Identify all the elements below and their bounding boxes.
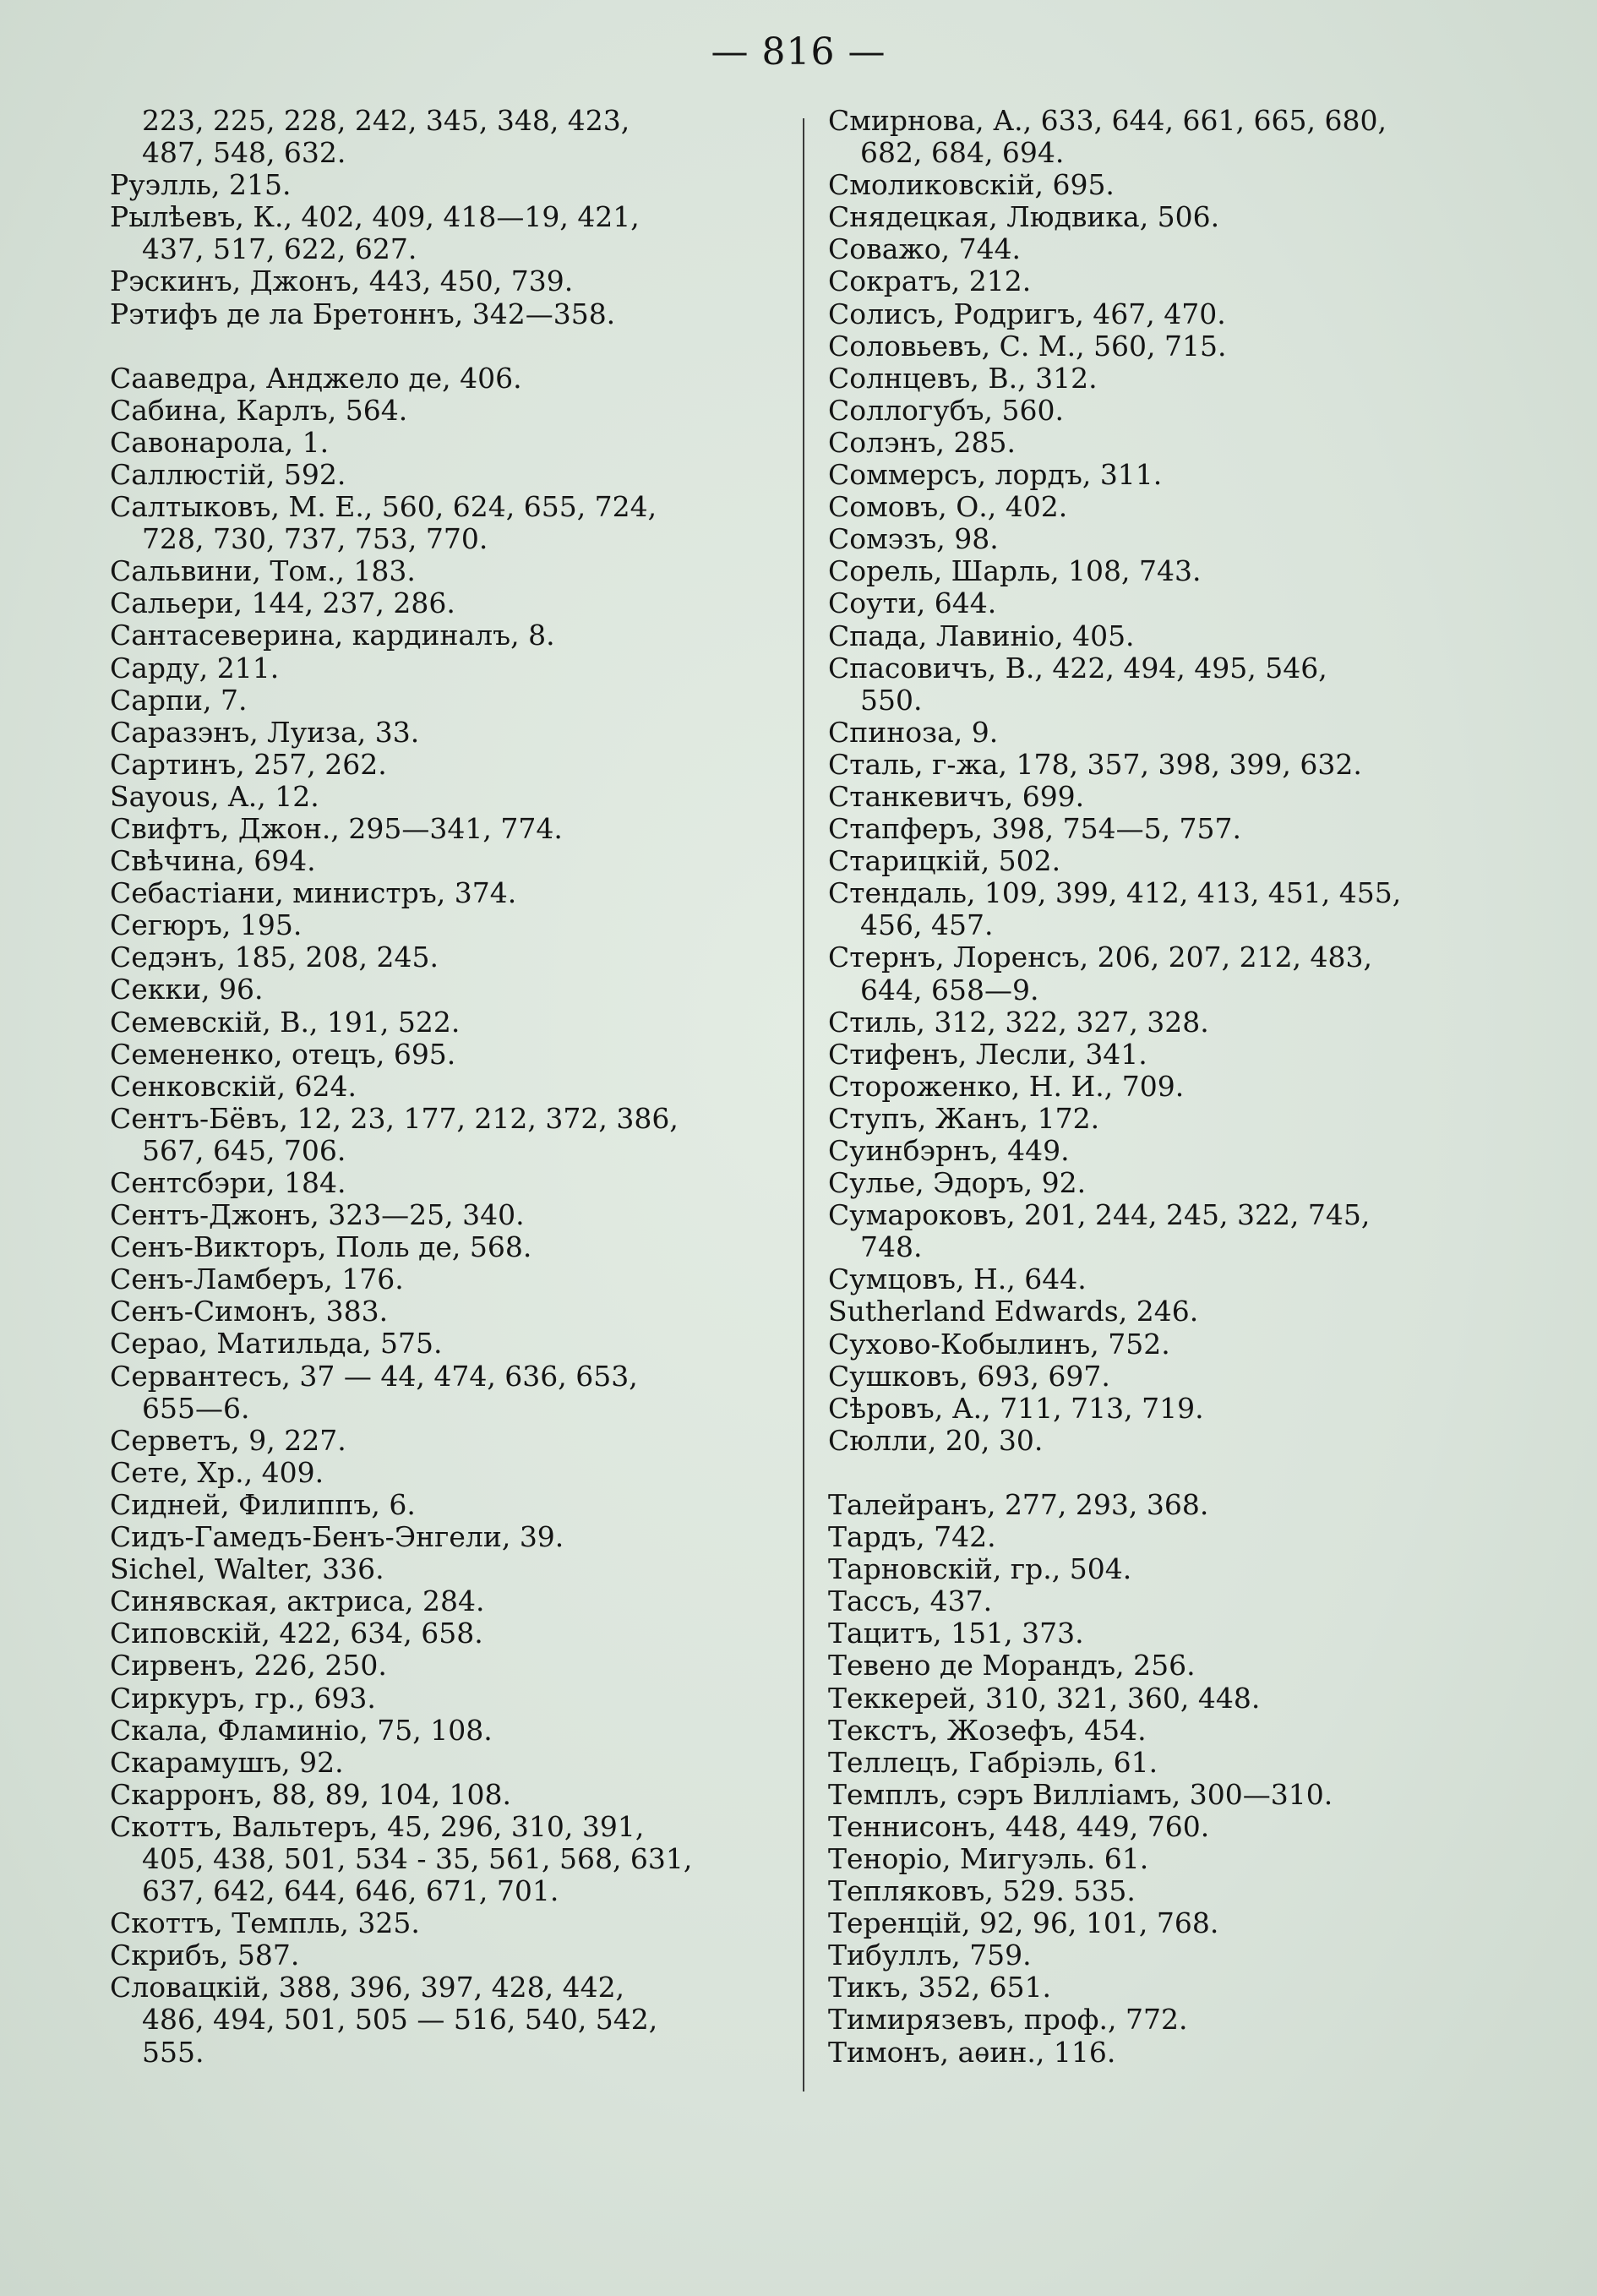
index-entry: Суинбэрнъ, 449. bbox=[828, 1134, 1070, 1167]
index-entry: Сѣровъ, А., 711, 713, 719. bbox=[828, 1391, 1204, 1425]
index-entry: Ступъ, Жанъ, 172. bbox=[828, 1101, 1100, 1135]
index-entry: Теллецъ, Габріэль, 61. bbox=[828, 1745, 1158, 1779]
index-entry: Скоттъ, Вальтеръ, 45, 296, 310, 391, bbox=[110, 1809, 645, 1843]
index-entry: Талейранъ, 277, 293, 368. bbox=[828, 1487, 1209, 1521]
index-entry-continuation: 644, 658—9. bbox=[860, 973, 1039, 1006]
index-entry: Сегюръ, 195. bbox=[110, 908, 303, 942]
index-entry: Сентсбэри, 184. bbox=[110, 1166, 346, 1199]
index-entry: Смоликовскій, 695. bbox=[828, 168, 1115, 202]
section-gap bbox=[110, 330, 803, 363]
index-entry: Скоттъ, Темпль, 325. bbox=[110, 1906, 420, 1940]
index-entry: Рэтифъ де ла Бретоннъ, 342—358. bbox=[110, 297, 616, 330]
index-entry-continuation: 682, 684, 694. bbox=[860, 136, 1065, 170]
index-entry: Тимирязевъ, проф., 772. bbox=[828, 2003, 1188, 2037]
index-entry-continuation: 637, 642, 644, 646, 671, 701. bbox=[142, 1874, 559, 1908]
index-entry: Тибуллъ, 759. bbox=[828, 1939, 1032, 1972]
index-entry: Скала, Фламиніо, 75, 108. bbox=[110, 1713, 493, 1747]
index-entry: Сушковъ, 693, 697. bbox=[828, 1359, 1110, 1393]
index-entry: Sutherland Edwards, 246. bbox=[828, 1295, 1199, 1328]
index-entry: Стернъ, Лоренсъ, 206, 207, 212, 483, bbox=[828, 941, 1373, 974]
index-entry: Секки, 96. bbox=[110, 973, 264, 1006]
index-entry: Теннисонъ, 448, 449, 760. bbox=[828, 1809, 1210, 1843]
index-entry: Сулье, Эдоръ, 92. bbox=[828, 1166, 1087, 1200]
index-entry: Стороженко, Н. И., 709. bbox=[828, 1069, 1185, 1103]
index-entry: Тарновскій, гр., 504. bbox=[828, 1552, 1132, 1586]
index-entry-continuation: 405, 438, 501, 534 - 35, 561, 568, 631, bbox=[142, 1841, 693, 1875]
index-entry: Спиноза, 9. bbox=[828, 715, 999, 749]
index-entry: Сухово-Кобылинъ, 752. bbox=[828, 1327, 1170, 1361]
index-entry: Сальери, 144, 237, 286. bbox=[110, 586, 455, 620]
index-entry: Теренцій, 92, 96, 101, 768. bbox=[828, 1906, 1219, 1940]
index-entry: Соммерсъ, лордъ, 311. bbox=[828, 458, 1163, 492]
index-entry: Тимонъ, аѳин., 116. bbox=[828, 2035, 1116, 2069]
index-entry: Сталь, г-жа, 178, 357, 398, 399, 632. bbox=[828, 747, 1362, 781]
index-entry: Скарронъ, 88, 89, 104, 108. bbox=[110, 1777, 512, 1811]
index-entry: Сумцовъ, Н., 644. bbox=[828, 1263, 1087, 1296]
index-entry: Сидней, Филиппъ, 6. bbox=[110, 1487, 416, 1521]
index-entry: Сервантесъ, 37 — 44, 474, 636, 653, bbox=[110, 1359, 638, 1393]
index-entry: Стифенъ, Лесли, 341. bbox=[828, 1037, 1147, 1071]
index-entry: Сиркуръ, гр., 693. bbox=[110, 1681, 376, 1715]
index-entry-continuation: 728, 730, 737, 753, 770. bbox=[142, 522, 488, 556]
index-entry: Свѣчина, 694. bbox=[110, 844, 316, 878]
index-entry: Сентъ-Джонъ, 323—25, 340. bbox=[110, 1198, 525, 1232]
index-entry: Сальвини, Том., 183. bbox=[110, 554, 416, 588]
index-entry: Сомовъ, О., 402. bbox=[828, 490, 1068, 524]
index-entry: Сенковскій, 624. bbox=[110, 1069, 357, 1103]
page-number: — 816 — bbox=[711, 30, 886, 74]
index-entry: Сарпи, 7. bbox=[110, 683, 248, 717]
index-entry-continuation: 655—6. bbox=[142, 1391, 250, 1425]
index-entry: Сартинъ, 257, 262. bbox=[110, 747, 387, 781]
index-entry: Тевено де Морандъ, 256. bbox=[828, 1649, 1196, 1682]
index-entry: Текстъ, Жозефъ, 454. bbox=[828, 1713, 1147, 1747]
index-entry-continuation: 487, 548, 632. bbox=[142, 136, 346, 170]
index-entry: Рылѣевъ, К., 402, 409, 418—19, 421, bbox=[110, 200, 640, 234]
index-entry: Салтыковъ, М. Е., 560, 624, 655, 724, bbox=[110, 490, 657, 524]
index-entry: Теккерей, 310, 321, 360, 448. bbox=[828, 1681, 1261, 1715]
index-entry: Синявская, актриса, 284. bbox=[110, 1584, 485, 1618]
index-entry: Рэскинъ, Джонъ, 443, 450, 739. bbox=[110, 265, 574, 298]
index-entry: Сенъ-Ламберъ, 176. bbox=[110, 1263, 404, 1296]
index-entry-continuation: 550. bbox=[860, 683, 923, 717]
index-entry: Солисъ, Родригъ, 467, 470. bbox=[828, 297, 1226, 330]
index-entry: Sayous, A., 12. bbox=[110, 779, 319, 813]
index-entry: Себастіани, министръ, 374. bbox=[110, 876, 517, 910]
index-entry: Сарду, 211. bbox=[110, 651, 280, 684]
index-entry: Сабина, Карлъ, 564. bbox=[110, 393, 408, 427]
index-entry: Соллогубъ, 560. bbox=[828, 393, 1064, 427]
index-entry: Серветъ, 9, 227. bbox=[110, 1423, 346, 1457]
index-entry: Солнцевъ, В., 312. bbox=[828, 361, 1098, 395]
index-entry: Старицкій, 502. bbox=[828, 844, 1061, 878]
index-entry: Сорель, Шарль, 108, 743. bbox=[828, 554, 1202, 588]
index-entry: Свифтъ, Джон., 295—341, 774. bbox=[110, 811, 563, 845]
index-entry: Седэнъ, 185, 208, 245. bbox=[110, 941, 439, 974]
index-entry: Скрибъ, 587. bbox=[110, 1939, 300, 1972]
index-entry: Сете, Хр., 409. bbox=[110, 1455, 324, 1489]
index-entry-continuation: 223, 225, 228, 242, 345, 348, 423, bbox=[142, 104, 630, 137]
index-entry: Скарамушъ, 92. bbox=[110, 1745, 344, 1779]
index-entry: Солэнъ, 285. bbox=[828, 425, 1017, 459]
index-entry: Тардъ, 742. bbox=[828, 1520, 996, 1554]
index-entry: Спасовичъ, В., 422, 494, 495, 546, bbox=[828, 651, 1327, 684]
index-entry: Сиповскій, 422, 634, 658. bbox=[110, 1617, 483, 1650]
index-entry: Спада, Лавиніо, 405. bbox=[828, 619, 1135, 652]
index-entry: Тенорiо, Мигуэль. 61. bbox=[828, 1841, 1149, 1875]
index-entry-continuation: 486, 494, 501, 505 — 516, 540, 542, bbox=[142, 2003, 658, 2037]
index-entry: Тассъ, 437. bbox=[828, 1584, 993, 1618]
index-entry: Тепляковъ, 529. 535. bbox=[828, 1874, 1136, 1908]
column-divider bbox=[803, 118, 804, 2091]
index-entry: Сидъ-Гамедъ-Бенъ-Энгели, 39. bbox=[110, 1520, 564, 1554]
index-entry: Sichel, Walter, 336. bbox=[110, 1552, 384, 1586]
index-entry: Сумароковъ, 201, 244, 245, 322, 745, bbox=[828, 1198, 1371, 1232]
index-entry: Соважо, 744. bbox=[828, 232, 1022, 266]
index-column-right bbox=[828, 105, 1496, 2069]
index-entry: Саразэнъ, Луиза, 33. bbox=[110, 715, 420, 749]
index-entry: Стендаль, 109, 399, 412, 413, 451, 455, bbox=[828, 876, 1402, 910]
index-entry: Тикъ, 352, 651. bbox=[828, 1971, 1052, 2004]
index-entry: Соути, 644. bbox=[828, 586, 997, 620]
index-entry-continuation: 748. bbox=[860, 1230, 923, 1264]
index-entry: Тацитъ, 151, 373. bbox=[828, 1617, 1084, 1650]
index-entry: Руэлль, 215. bbox=[110, 168, 292, 202]
index-entry: Станкевичъ, 699. bbox=[828, 779, 1085, 813]
index-entry: Сенъ-Симонъ, 383. bbox=[110, 1295, 389, 1328]
index-entry-continuation: 555. bbox=[142, 2035, 204, 2069]
index-entry: Семевскій, В., 191, 522. bbox=[110, 1005, 461, 1039]
index-entry: Сааведра, Анджело де, 406. bbox=[110, 361, 522, 395]
index-entry: Сентъ-Бёвъ, 12, 23, 177, 212, 372, 386, bbox=[110, 1101, 679, 1135]
index-entry: Сюлли, 20, 30. bbox=[828, 1423, 1044, 1457]
index-entry: Серао, Матильда, 575. bbox=[110, 1327, 443, 1361]
index-entry: Стиль, 312, 322, 327, 328. bbox=[828, 1005, 1209, 1039]
index-entry: Темплъ, сэръ Вилліамъ, 300—310. bbox=[828, 1777, 1333, 1811]
index-entry: Сомэзъ, 98. bbox=[828, 522, 999, 556]
index-entry: Саллюстій, 592. bbox=[110, 457, 346, 491]
index-entry: Смирнова, А., 633, 644, 661, 665, 680, bbox=[828, 104, 1387, 137]
index-entry: Савонарола, 1. bbox=[110, 425, 330, 459]
index-entry: Семененко, отецъ, 695. bbox=[110, 1037, 456, 1071]
index-column-left bbox=[110, 105, 803, 2069]
index-entry: Снядецкая, Людвика, 506. bbox=[828, 200, 1220, 234]
index-entry: Сократъ, 212. bbox=[828, 265, 1032, 298]
index-entry: Сенъ-Викторъ, Поль де, 568. bbox=[110, 1230, 532, 1264]
index-entry: Словацкій, 388, 396, 397, 428, 442, bbox=[110, 1971, 625, 2004]
index-entry-continuation: 437, 517, 622, 627. bbox=[142, 232, 417, 266]
index-entry: Стапферъ, 398, 754—5, 757. bbox=[828, 812, 1242, 846]
index-entry: Сантасеверина, кардиналъ, 8. bbox=[110, 619, 555, 652]
index-entry-continuation: 567, 645, 706. bbox=[142, 1133, 346, 1167]
index-entry: Соловьевъ, С. М., 560, 715. bbox=[828, 329, 1227, 363]
section-gap bbox=[828, 1457, 1496, 1489]
index-entry-continuation: 456, 457. bbox=[860, 908, 994, 942]
index-entry: Сирвенъ, 226, 250. bbox=[110, 1649, 387, 1682]
